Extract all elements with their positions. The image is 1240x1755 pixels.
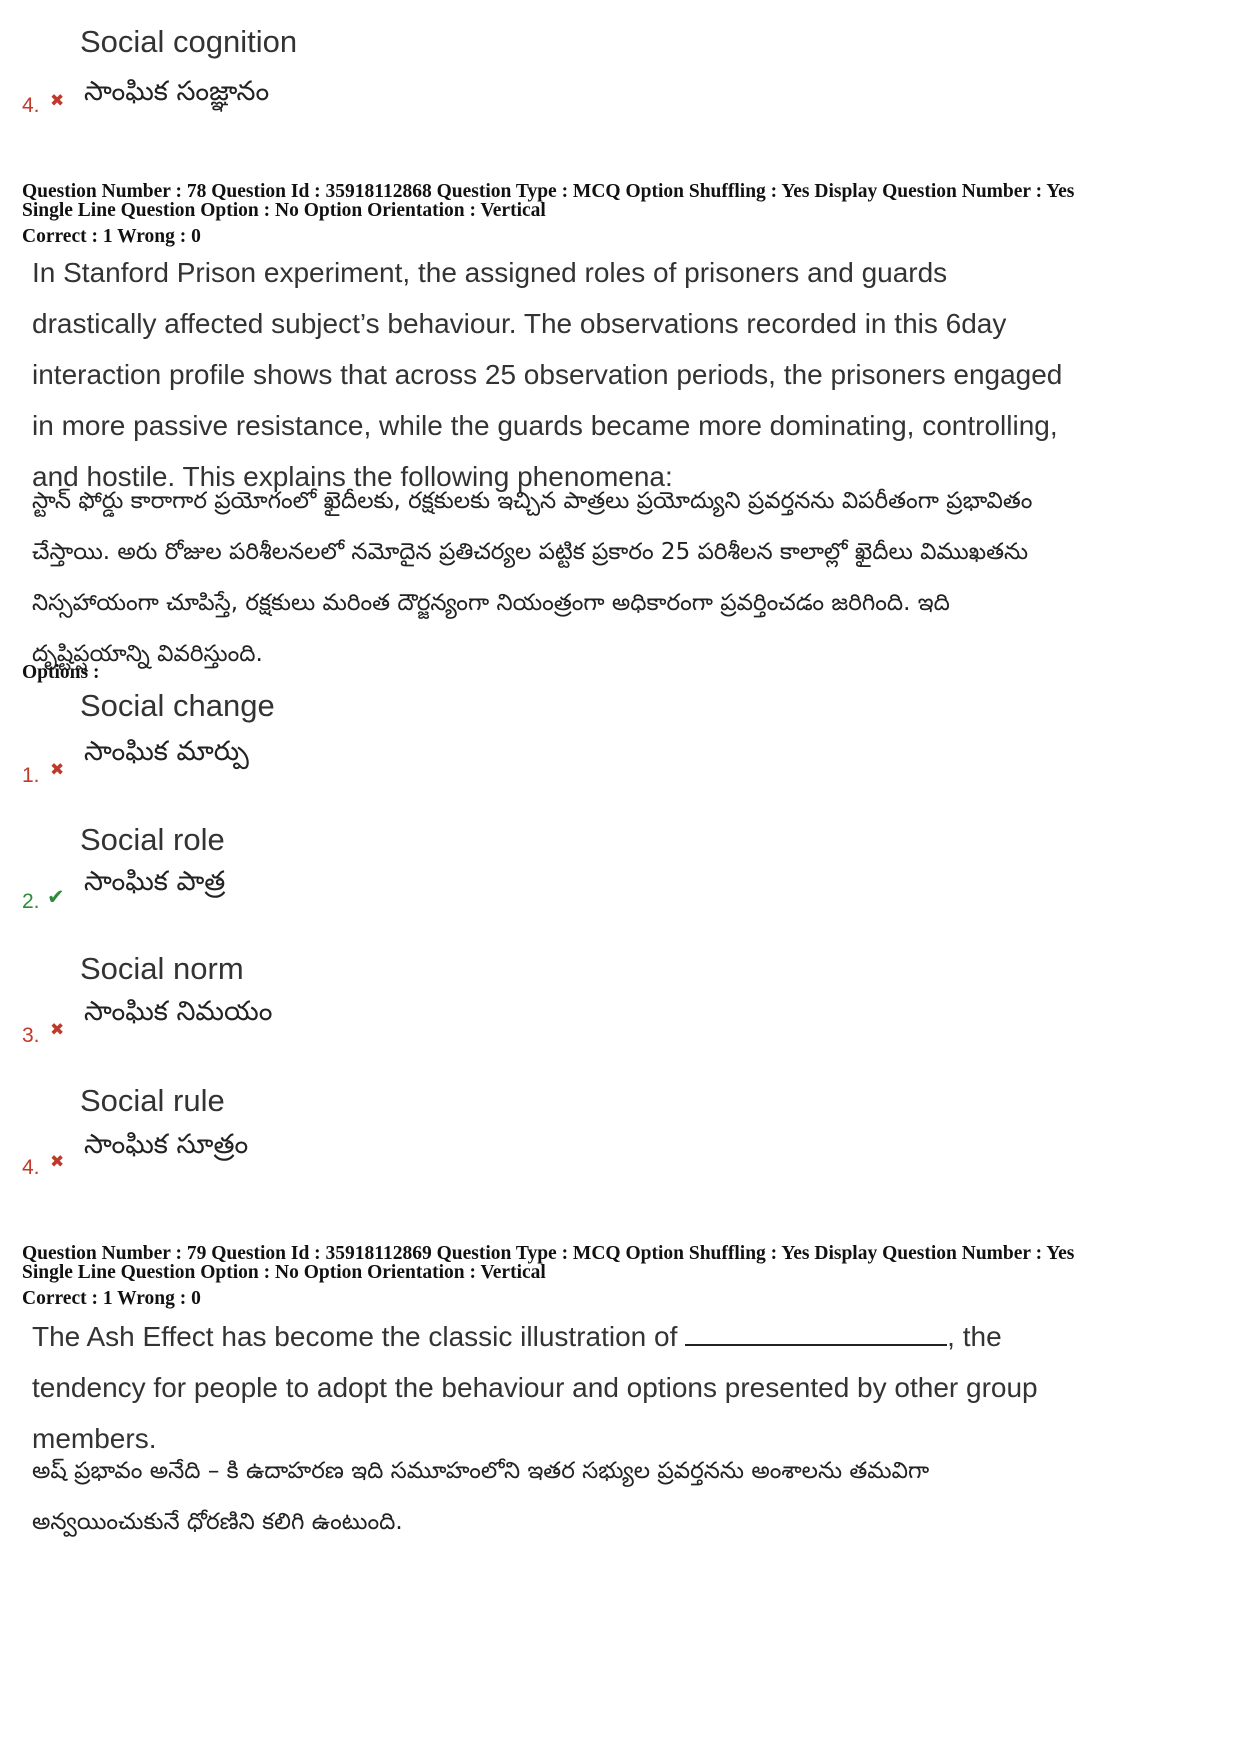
wrong-mark-icon: ✖ (50, 1152, 65, 1172)
option-telugu-text: సాంఘిక నిమయం (84, 996, 273, 1027)
wrong-mark-icon: ✖ (50, 760, 65, 780)
question-meta-line2: Single Line Question Option : No Option Orientation : Vertical (22, 200, 546, 221)
question-marks: Correct : 1 Wrong : 0 (22, 1288, 201, 1309)
option-number: 1. (22, 764, 40, 787)
question-meta-line1: Question Number : 79 Question Id : 35918112869 Question Type : MCQ Option Shuffling : Yes Display Question Number : Yes (22, 1243, 1075, 1264)
correct-mark-icon: ✔ (47, 885, 65, 909)
options-label: Options : (22, 662, 100, 683)
question-text-after-blank: , the tendency for people to adopt the behaviour and options presented by other group members. (32, 1321, 1038, 1454)
option-english-text: Social change (80, 688, 275, 723)
question-text-english: In Stanford Prison experiment, the assigned roles of prisoners and guards drastically affected subject’s behaviour. The observations recorded in this 6day interaction profile shows that across 25 observation periods, the prisoners engaged in more passive resistance, while the guards became more dominating, controlling, and hostile. This explains the following phenomena: (32, 257, 1063, 492)
wrong-mark-icon: ✖ (50, 91, 65, 111)
option-number: 3. (22, 1024, 40, 1047)
option-english-text: Social cognition (80, 24, 298, 59)
option-english-text: Social rule (80, 1083, 225, 1118)
option-telugu-text: సాంఘిక మార్పు (84, 736, 249, 767)
fill-in-blank (685, 1343, 947, 1346)
question-text-telugu: అష్ ప్రభావం అనేది – కి ఉదాహరణ ఇది సమూహంలోని ఇతర సభ్యుల ప్రవర్తనను అంశాలను తమవిగా అన్వయించుకునే ధోరణిని కలిగి ఉంటుంది. (32, 1458, 930, 1535)
wrong-mark-icon: ✖ (50, 1020, 65, 1040)
question-text-english (32, 1311, 1072, 1464)
option-english-text: Social norm (80, 951, 244, 986)
option-number: 4. (22, 94, 40, 117)
option-number: 4. (22, 1156, 40, 1179)
question-meta-line2: Single Line Question Option : No Option Orientation : Vertical (22, 1262, 546, 1283)
option-english-text: Social role (80, 822, 225, 857)
question-text-telugu: స్టాన్ ఫోర్డు కారాగార ప్రయోగంలో ఖైదీలకు, రక్షకులకు ఇచ్చిన పాత్రలు ప్రయోద్యుని ప్రవర్తనను విపరీతంగా ప్రభావితం చేస్తాయి. అరు రోజుల పరిశీలనలలో నమోదైన ప్రతిచర్యల పట్టిక ప్రకారం 25 పరిశీలన కాలాల్లో ఖైదీలు విముఖతను నిస్సహాయంగా చూపిస్తే, రక్షకులు మరింత దౌర్జన్యంగా నియంత్రంగా అధికారంగా ప్రవర్తించడం జరిగింది. ఇది దృష్టిప్షయాన్ని వివరిస్తుంది. (32, 488, 1033, 667)
option-telugu-text: సాంఘిక పాత్ర (84, 866, 226, 897)
option-number: 2. (22, 890, 40, 913)
question-marks: Correct : 1 Wrong : 0 (22, 226, 201, 247)
option-telugu-text: సాంఘిక సంజ్ఞానం (84, 76, 270, 107)
question-text-before-blank: The Ash Effect has become the classic illustration of (32, 1321, 678, 1352)
option-telugu-text: సాంఘిక సూత్రం (84, 1129, 249, 1160)
question-meta-line1: Question Number : 78 Question Id : 35918112868 Question Type : MCQ Option Shuffling : Yes Display Question Number : Yes (22, 181, 1075, 202)
